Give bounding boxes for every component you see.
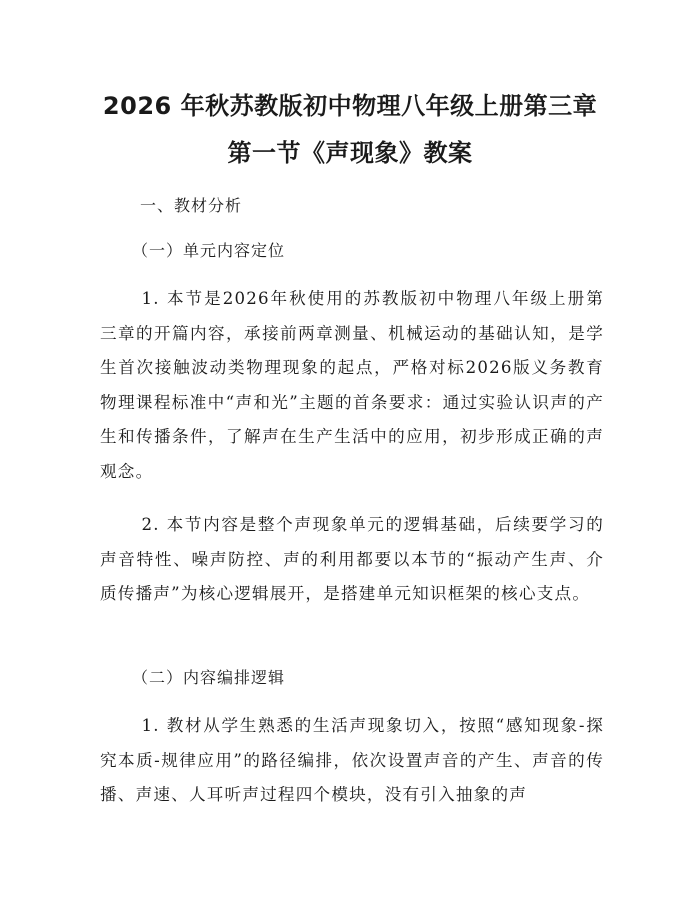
document-title-line-1: 2026 年秋苏教版初中物理八年级上册第三章 [102, 92, 598, 120]
paragraph-1: 1. 本节是2026年秋使用的苏教版初中物理八年级上册第三章的开篇内容，承接前两章测量、机械运动的基础认知，是学生首次接触波动类物理现象的起点，严格对标2026版义务教育物理课程标准中“声和光”主题的首条要求：通过实验认识声的产生和传播条件，了解声在生产生活中的应用，初步形成正确的声观念。 [100, 289, 604, 481]
subsection-heading-content-arrangement: （二）内容编排逻辑 [132, 668, 286, 687]
document-title-line-2: 第一节《声现象》教案 [227, 139, 473, 167]
paragraph-3: 1. 教材从学生熟悉的生活声现象切入，按照“感知现象-探究本质-规律应用”的路径编排，依次设置声音的产生、声音的传播、声速、人耳听声过程四个模块，没有引入抽象的声 [100, 716, 604, 804]
paragraph-2: 2. 本节内容是整个声现象单元的逻辑基础，后续要学习的声音特性、噪声防控、声的利用都要以本节的“振动产生声、介质传播声”为核心逻辑展开，是搭建单元知识框架的核心支点。 [100, 515, 604, 603]
section-heading-textbook-analysis: 一、教材分析 [140, 196, 243, 215]
subsection-heading-unit-positioning: （一）单元内容定位 [132, 241, 286, 260]
